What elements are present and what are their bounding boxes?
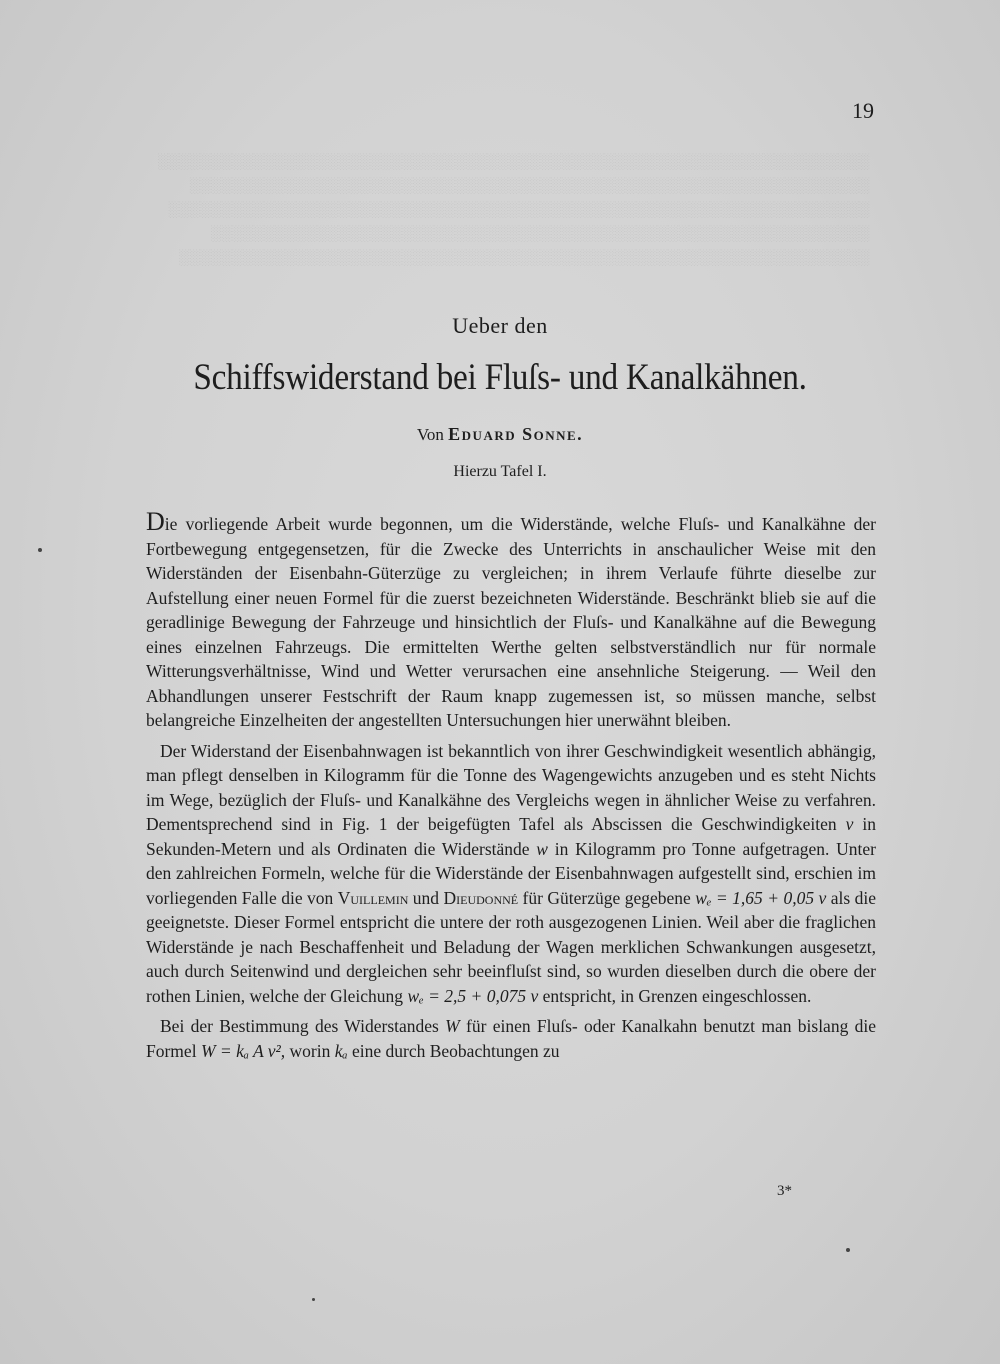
- paragraph-2-und: und: [412, 887, 440, 908]
- scan-speck: [846, 1248, 850, 1252]
- title-prefix: Ueber den: [452, 313, 548, 338]
- plate-reference: Hierzu Tafel I.: [453, 463, 547, 480]
- paragraph-2-text-f: entspricht, in Grenzen eingeschlossen.: [542, 985, 812, 1006]
- drop-cap: D: [146, 507, 165, 536]
- paragraph-2-text-b: in Sekunden-Metern und als Ordinaten die Widerstände: [146, 814, 877, 859]
- paragraph-3-text-c: worin: [289, 1040, 331, 1061]
- paragraph-2-text-c: in Kilogramm pro Tonne aufgetragen. Unter den zahlreichen Formeln, welche für die Widerstände der Eisenbahnwagen aufgestellt sind, erschien im vorliegenden Falle die von: [146, 838, 877, 908]
- author-name: Eduard Sonne.: [448, 424, 584, 444]
- page-number: 19: [852, 98, 874, 123]
- paragraph-1: [146, 507, 876, 733]
- scan-speck: [312, 1298, 315, 1301]
- formula-2: wₑ = 2,5 + 0,075 v: [407, 985, 539, 1006]
- formula-1: wₑ = 1,65 + 0,05 v: [695, 887, 827, 908]
- paragraph-3-text-b: für einen Fluſs- oder Kanalkahn benutzt man bislang die Formel: [146, 1016, 876, 1061]
- paragraph-3-text-d: eine durch Beobachtungen zu: [352, 1040, 560, 1061]
- paragraph-3: [146, 1014, 876, 1063]
- variable-W: W: [445, 1016, 460, 1036]
- paragraph-2-text-d: für Güterzüge gegebene: [522, 887, 691, 908]
- name-dieudonne: Dieudonné: [443, 887, 519, 908]
- article-title: Schiffswiderstand bei Fluſs- und Kanalkähnen.: [193, 357, 807, 398]
- formula-3: W = kₐ A v²,: [200, 1040, 286, 1061]
- paragraph-1-text: ie vorliegende Arbeit wurde begonnen, um die Widerstände, welche Fluſs- und Kanalkähne der Fortbewegung entgegensetzen, für die Zwecke des Unterrichts in anschaulicher Weise mit den Widerständen der Eisenbahn-Güterzüge zu vergleichen; in ihrem Verlaufe führte dieselbe zur Aufstellung einer neuen Formel für die zuerst bezeichneten Widerstände. Beschränkt blieb sie auf die geradlinige Bewegung der Fahrzeuge und hinsichtlich der Fluſs- und Kanalkähne auf die Bewegung eines einzelnen Fahrzeugs. Die ermittelten Werthe gelten selbstverständlich nur für normale Witterungsverhältnisse, Wind und Wetter verursachen eine ansehnliche Steigerung. — Weil den Abhandlungen unserer Festschrift der Raum knapp zugemessen ist, so müssen manche, selbst belangreiche Einzelheiten der angestellten Untersuchungen hier unerwähnt bleiben.: [146, 514, 876, 730]
- variable-w: w: [536, 838, 548, 859]
- name-vuillemin: Vuillemin: [337, 887, 409, 908]
- paragraph-3-text-a: Bei der Bestimmung des Widerstandes: [160, 1016, 439, 1036]
- paragraph-2-text-a: Der Widerstand der Eisenbahnwagen ist bekanntlich von ihrer Geschwindigkeit wesentlich abhängig, man pflegt denselben in Kilogramm für die Tonne des Wagengewichts anzugeben und es steht Nichts im Wege, bezüglich der Fluſs- und Kanalkähne des Vergleichs wegen in ähnlicher Weise zu verfahren. Dementsprechend sind in Fig. 1 der beigefügten Tafel als Abscissen die Geschwindigkeiten: [146, 740, 876, 834]
- scan-speck: [38, 548, 42, 552]
- variable-v: v: [845, 814, 854, 834]
- author-line: [0, 424, 1000, 445]
- paragraph-2-text-e: als die geeignetste. Dieser Formel entspricht die untere der roth ausgezogenen Linien. Weil aber die fraglichen Widerstände je nach Beschaffenheit und Beladung der Wagen merklichen Schwankungen ausgesetzt, auch durch Seitenwind und dergleichen sehr beeinfluſst sind, so wurden dieselben durch die obere der rothen Linien, welche der Gleichung: [146, 887, 877, 1006]
- article-body: [146, 507, 877, 1063]
- signature-mark: 3*: [777, 1183, 792, 1199]
- paragraph-2: [146, 739, 876, 1009]
- variable-k: kₐ: [334, 1040, 348, 1061]
- bleed-through-texture: ░░░░░░░░░░░░░░░░░░░░░░░░░░░░░░░░░░░░░░░░░░░░░░░░░░░░░░░░░░░░░░░░░░░ ░░░░░░░░░░░░░░░░░░░░░░░░░░░░░░░░░░░░░░░░░░░░░░░░░░░░░░░░░░░░░░░░ ░░░░░░░░░░░░░░░░░░░░░░░░░░░░░░░░░░░░░░░░░░░░░░░░░░░░░░░░░░░░░░░░░░ ░░░░░░░░░░░░░░░░░░░░░░░░░░░░░░░░░░░░░░░░░░░░░░░░░░░░░░░░░░░░░░ ░░░░░░░░░░░░░░░░░░░░░░░░░░░░░░░░░░░░░░░░░░░░░░░░░░░░░░░░░░░░░░░░░: [157, 154, 870, 266]
- author-prefix: Von: [416, 425, 444, 444]
